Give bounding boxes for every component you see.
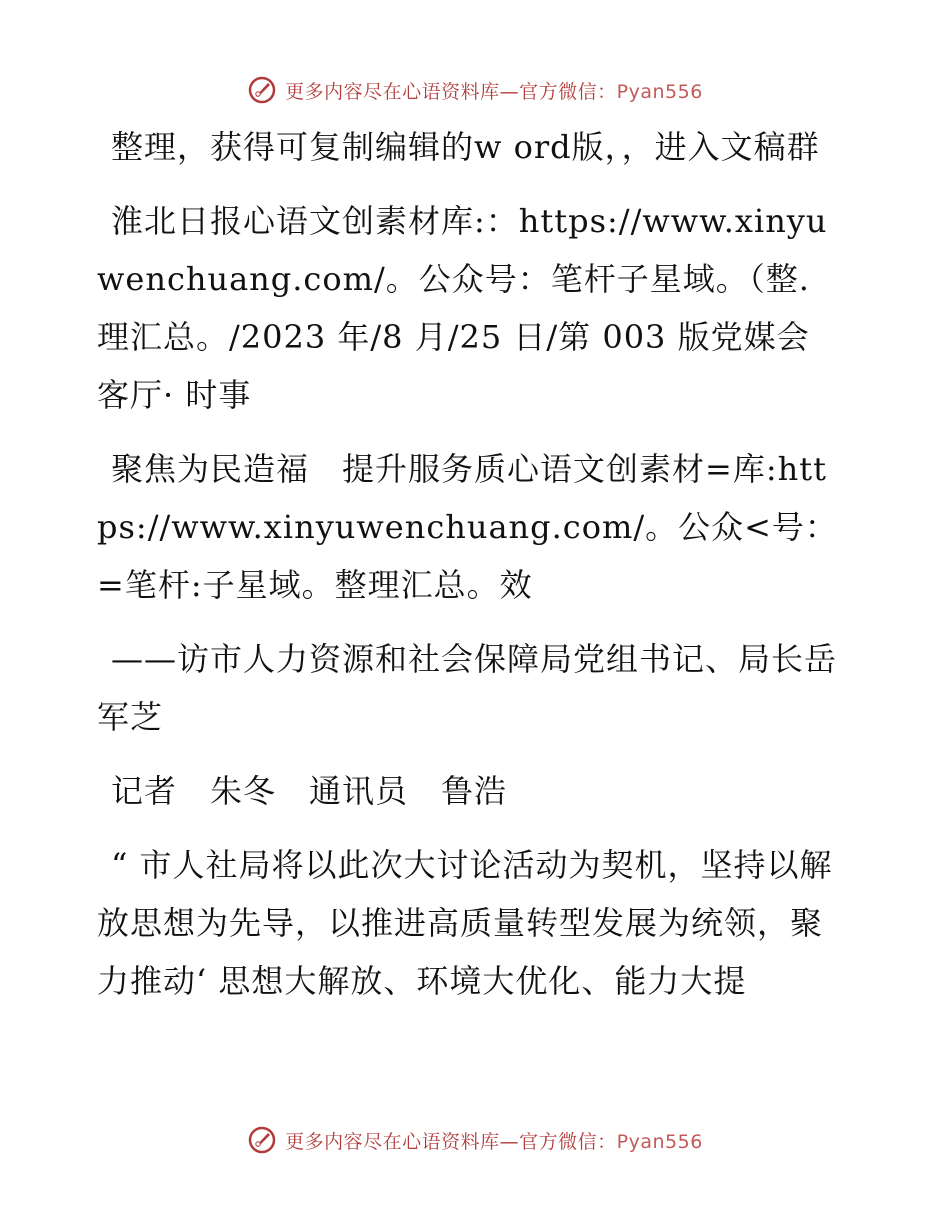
- banner-text: [285, 77, 703, 104]
- paragraph-intro-note: 整理，获得可复制编辑的w ord版，，进入文稿群: [111, 128, 820, 166]
- banner-caption: 更多内容尽在心语资料库—官方微信：: [285, 80, 617, 103]
- paragraph-headline: 聚焦为民造福 提升服务质心语文创素材=库:https://www.xinyuwenchuang.com/。公众<号：=笔杆:子星域。整理汇总。效: [97, 450, 838, 604]
- banner-wechat-id: Pyan556: [616, 1130, 703, 1153]
- paragraph-source: 淮北日报心语文创素材库:：https://www.xinyuwenchuang.com/。公众号：笔杆子星域。（整.理汇总。/2023 年/8 月/25 日/第 003 版党媒会客厅· 时事: [97, 202, 828, 414]
- paragraph-body: “ 市人社局将以此次大讨论活动为契机，坚持以解放思想为先导，以推进高质量转型发展为统领，聚力推动‘ 思想大解放、环境大优化、能力大提: [97, 846, 833, 1000]
- banner-text: [285, 1127, 703, 1154]
- quill-seal-icon: [247, 75, 277, 105]
- header-banner: [0, 70, 950, 110]
- document-body: [97, 118, 842, 1026]
- banner-wechat-id: Pyan556: [616, 80, 703, 103]
- banner-caption: 更多内容尽在心语资料库—官方微信：: [285, 1130, 617, 1153]
- quill-seal-icon: [247, 1125, 277, 1155]
- paragraph-byline: 记者 朱冬 通讯员 鲁浩: [111, 772, 508, 810]
- paragraph-subheadline: ——访市人力资源和社会保障局党组书记、局长岳军芝: [97, 640, 838, 736]
- footer-banner: [0, 1120, 950, 1160]
